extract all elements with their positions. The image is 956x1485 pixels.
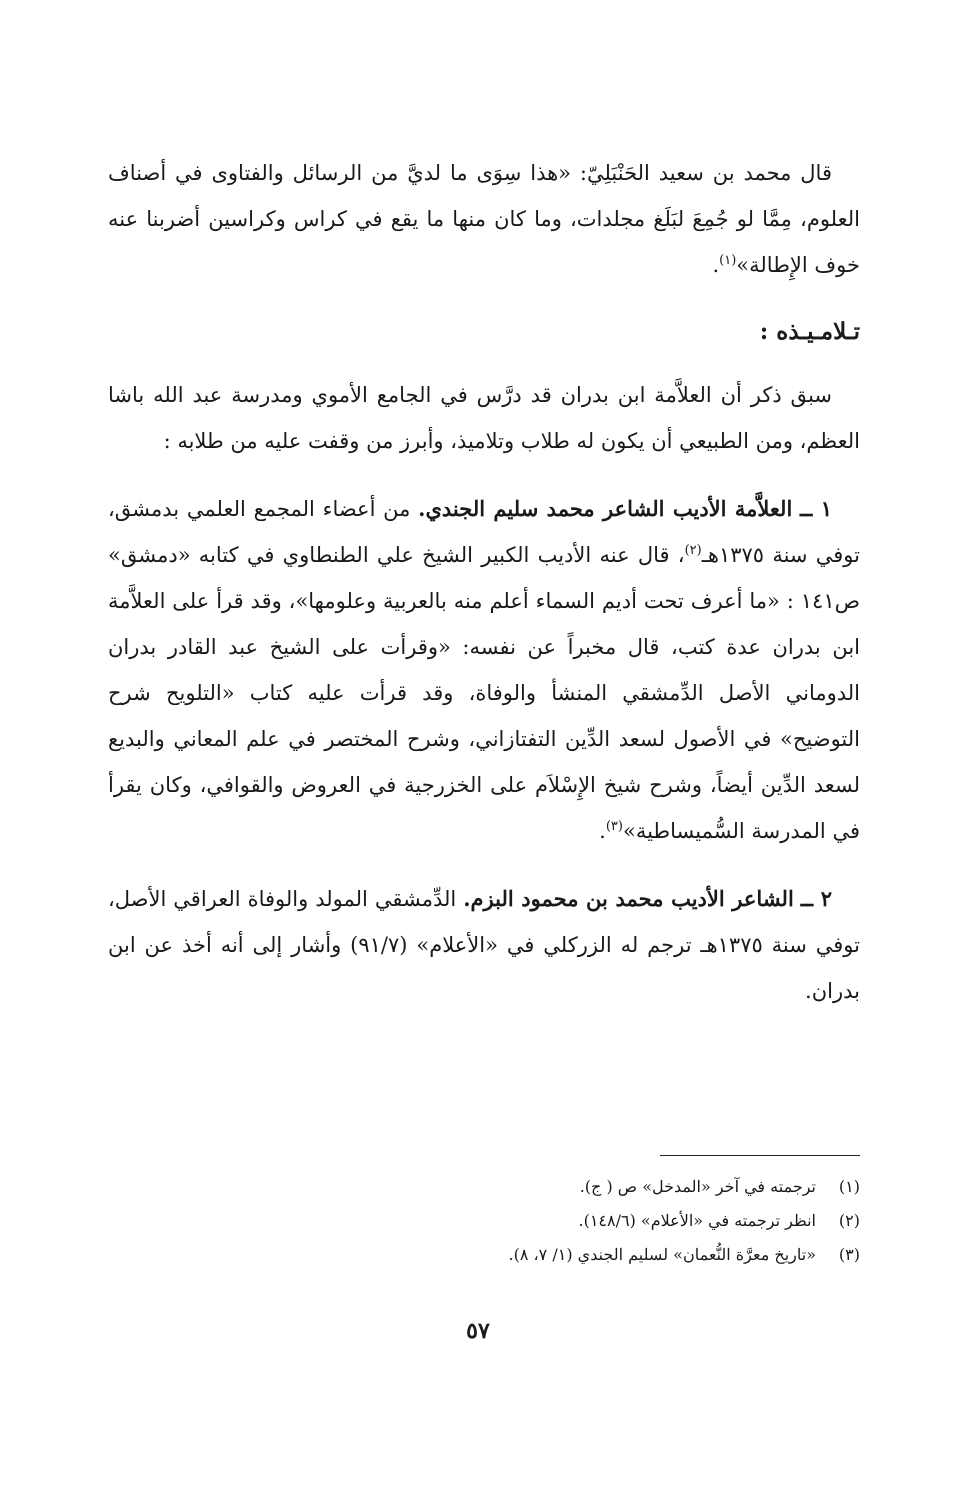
student-1-text-b: ، قال عنه الأديب الكبير الشيخ علي الطنطاوي في كتابه «دمشق» ص١٤١ : «ما أعرف تحت أديم السماء أعلم منه بالعربية وعلومها»، وقد قرأ على العلاَّمة ابن بدران عدة كتب، قال مخبراً عن نفسه: «وقرأت على الشيخ عبد القادر بدران الدوماني الأصل الدِّمشقي المنشأ والوفاة، وقد قرأت عليه كتاب «التلويح شرح التوضيح» في الأصول لسعد الدِّين التفتازاني، وشرح المختصر في علم المعاني والبديع لسعد الدِّين أيضاً، وشرح شيخ الإِسْلاَم على الخزرجية في العروض والقوافي، وكان يقرأ في المدرسة السُّميساطية» [108, 543, 860, 843]
student-1-text-a: من أعضاء المجمع العلمي بدمشق، توفي سنة ١٣٧٥هـ [108, 497, 861, 567]
intro-text: قال محمد بن سعيد الحَنْبَلِيّ: «هذا سِوَى ما لديَّ من الرسائل والفتاوى في أصناف العلوم، مِمَّا لو جُمِعَ لبَلَغ مجلدات، وما كان منها ما يقع في كراس وكراسين أضربنا عنه خوف الإِطالة» [108, 161, 860, 277]
footnote-1 [260, 1170, 860, 1204]
footnote-separator [660, 1155, 860, 1156]
intro-paragraph [108, 150, 860, 288]
student-1-paragraph [108, 486, 860, 854]
footnote-ref-3: (٣) [605, 819, 623, 834]
students-intro-paragraph: سبق ذكر أن العلاَّمة ابن بدران قد درَّس في الجامع الأموي ومدرسة عبد الله باشا العظم، ومن الطبيعي أن يكون له طلاب وتلاميذ، وأبرز من وقفت عليه من طلابه : [108, 383, 860, 453]
footnote-3-text: «تاريخ معرَّة النُّعمان» لسليم الجندي (١/ ٧، ٨). [508, 1245, 816, 1264]
student-2-name: الشاعر الأديب محمد بن محمود البزم. [463, 886, 794, 911]
main-text [108, 150, 860, 1014]
footnote-2 [260, 1204, 860, 1238]
intro-end: . [712, 253, 720, 277]
footnote-2-text: انظر ترجمته في «الأعلام» (١٤٨/٦). [578, 1211, 816, 1230]
student-2-number: ٢ ــ [800, 886, 832, 911]
student-1-end: . [599, 819, 606, 843]
footnote-1-text: ترجمته في آخر «المدخل» ص ( ج). [579, 1177, 816, 1196]
student-2-text: الدِّمشقي المولد والوفاة العراقي الأصل، توفي سنة ١٣٧٥هـ ترجم له الزركلي في «الأعلام» (٩١/٧) وأشار إلى أنه أخذ عن ابن بدران. [108, 887, 860, 1003]
footnote-3-number: (٣) [838, 1245, 860, 1264]
footnote-ref-2: (٢) [684, 543, 702, 558]
footnotes [260, 1170, 860, 1272]
footnote-3 [260, 1238, 860, 1272]
student-2-paragraph [108, 876, 860, 1014]
footnote-2-number: (٢) [838, 1211, 860, 1230]
student-1-number: ١ ــ [800, 496, 832, 521]
footnote-1-number: (١) [838, 1177, 860, 1196]
page-number: ٥٧ [466, 1318, 490, 1344]
section-heading: تـلامـيـذه : [759, 318, 860, 345]
footnote-ref-1: (١) [719, 253, 737, 268]
student-1-name: العلاَّمة الأديب الشاعر محمد سليم الجندي. [418, 496, 793, 521]
